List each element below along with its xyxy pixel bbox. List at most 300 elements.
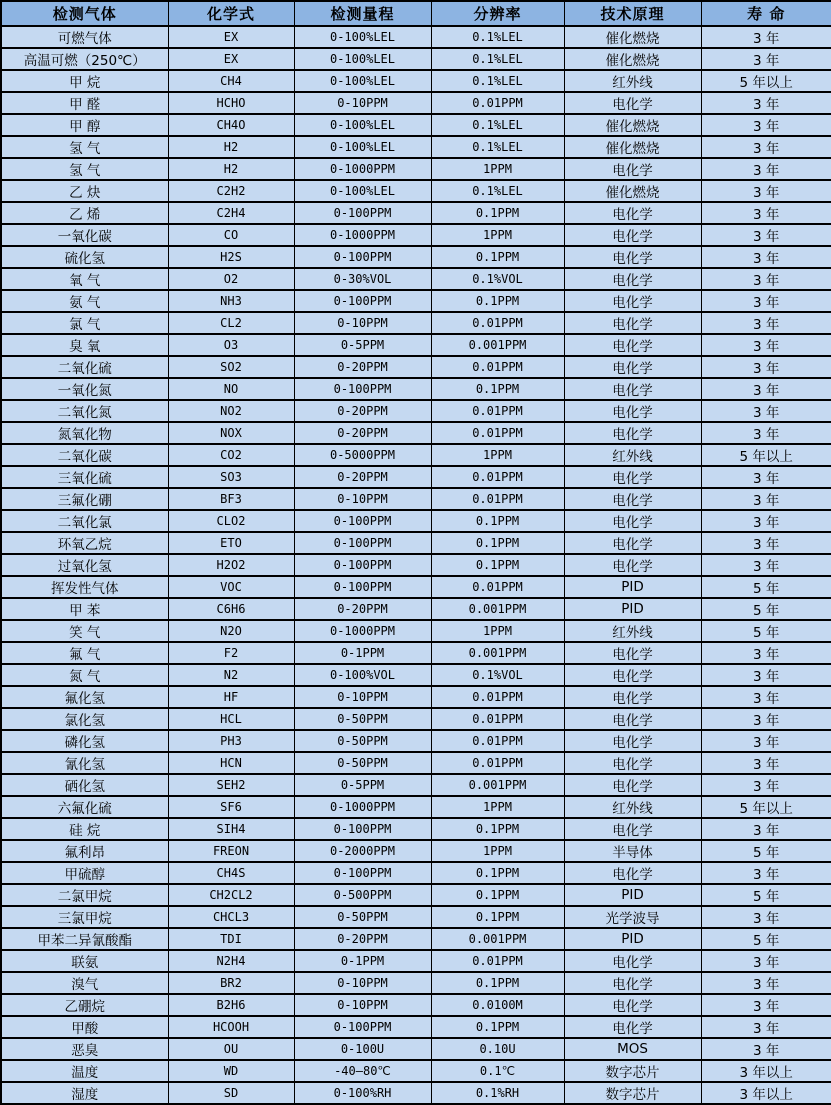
table-row — [1, 774, 831, 796]
gas-name-cell: 氮氧化物 — [1, 422, 168, 444]
cell: 5 年 — [701, 598, 831, 620]
table-row — [1, 378, 831, 400]
cell: 5 年 — [701, 928, 831, 950]
cell: 0.01PPM — [431, 356, 564, 378]
cell: 3 年 — [701, 48, 831, 70]
cell: 5 年以上 — [701, 70, 831, 92]
table-row — [1, 180, 831, 202]
cell: 0.1PPM — [431, 862, 564, 884]
cell: 电化学 — [564, 774, 701, 796]
table-body — [1, 26, 831, 1104]
cell: HCN — [168, 752, 294, 774]
cell: 光学波导 — [564, 906, 701, 928]
cell: 0.01PPM — [431, 950, 564, 972]
cell: PID — [564, 928, 701, 950]
header-cell: 分辨率 — [431, 1, 564, 26]
cell: 3 年 — [701, 994, 831, 1016]
cell: BR2 — [168, 972, 294, 994]
cell: CH4O — [168, 114, 294, 136]
cell: 0-1PPM — [294, 950, 431, 972]
table-row — [1, 70, 831, 92]
cell: 0-10PPM — [294, 686, 431, 708]
cell: 0-100%LEL — [294, 136, 431, 158]
cell: 0-1000PPM — [294, 224, 431, 246]
cell: 3 年 — [701, 92, 831, 114]
cell: HCOOH — [168, 1016, 294, 1038]
cell: MOS — [564, 1038, 701, 1060]
table-row — [1, 202, 831, 224]
table-row — [1, 972, 831, 994]
cell: 3 年 — [701, 400, 831, 422]
cell: 0.001PPM — [431, 598, 564, 620]
cell: 0-50PPM — [294, 752, 431, 774]
cell: 0.1%RH — [431, 1082, 564, 1104]
cell: WD — [168, 1060, 294, 1082]
cell: O3 — [168, 334, 294, 356]
cell: 电化学 — [564, 1016, 701, 1038]
cell: CH4 — [168, 70, 294, 92]
cell: 电化学 — [564, 972, 701, 994]
gas-name-cell: 溴气 — [1, 972, 168, 994]
cell: CH2CL2 — [168, 884, 294, 906]
cell: 0.01PPM — [431, 686, 564, 708]
cell: 0.1PPM — [431, 818, 564, 840]
cell: 电化学 — [564, 554, 701, 576]
gas-name-cell: 环氧乙烷 — [1, 532, 168, 554]
cell: 0.001PPM — [431, 334, 564, 356]
table-row — [1, 554, 831, 576]
cell: 0-100PPM — [294, 862, 431, 884]
cell: 3 年 — [701, 752, 831, 774]
cell: 0.0100M — [431, 994, 564, 1016]
cell: 0-1000PPM — [294, 620, 431, 642]
cell: 0.1%LEL — [431, 114, 564, 136]
gas-name-cell: 硒化氢 — [1, 774, 168, 796]
table-row — [1, 752, 831, 774]
cell: 0.1PPM — [431, 972, 564, 994]
cell: 电化学 — [564, 994, 701, 1016]
gas-name-cell: 挥发性气体 — [1, 576, 168, 598]
cell: 催化燃烧 — [564, 48, 701, 70]
cell: CO — [168, 224, 294, 246]
cell: 0.1%VOL — [431, 664, 564, 686]
gas-name-cell: 硫化氢 — [1, 246, 168, 268]
gas-name-cell: 甲硫醇 — [1, 862, 168, 884]
cell: NOX — [168, 422, 294, 444]
gas-name-cell: 氢 气 — [1, 158, 168, 180]
table-row — [1, 1038, 831, 1060]
cell: 0-100PPM — [294, 818, 431, 840]
cell: 0-1000PPM — [294, 796, 431, 818]
cell: 3 年 — [701, 158, 831, 180]
cell: 0-100%LEL — [294, 70, 431, 92]
cell: 0-100PPM — [294, 554, 431, 576]
cell: 3 年 — [701, 708, 831, 730]
cell: 3 年 — [701, 686, 831, 708]
cell: 0.1PPM — [431, 884, 564, 906]
table-row — [1, 796, 831, 818]
cell: 3 年 — [701, 664, 831, 686]
cell: 电化学 — [564, 642, 701, 664]
cell: 5 年 — [701, 840, 831, 862]
cell: 0.001PPM — [431, 928, 564, 950]
cell: 0.01PPM — [431, 708, 564, 730]
table-row — [1, 466, 831, 488]
cell: 催化燃烧 — [564, 114, 701, 136]
cell: 0.01PPM — [431, 466, 564, 488]
cell: 0.1PPM — [431, 906, 564, 928]
cell: 3 年 — [701, 114, 831, 136]
cell: 3 年 — [701, 554, 831, 576]
table-row — [1, 246, 831, 268]
cell: 0-100PPM — [294, 290, 431, 312]
cell: 5 年 — [701, 620, 831, 642]
cell: CLO2 — [168, 510, 294, 532]
table-row — [1, 598, 831, 620]
gas-name-cell: 三氧化硫 — [1, 466, 168, 488]
cell: ETO — [168, 532, 294, 554]
table-row — [1, 48, 831, 70]
table-row — [1, 1082, 831, 1104]
gas-name-cell: 臭 氧 — [1, 334, 168, 356]
gas-name-cell: 高温可燃（250℃） — [1, 48, 168, 70]
table-row — [1, 92, 831, 114]
cell: HF — [168, 686, 294, 708]
cell: 0-20PPM — [294, 400, 431, 422]
cell: 电化学 — [564, 400, 701, 422]
cell: 电化学 — [564, 466, 701, 488]
cell: 0.1PPM — [431, 246, 564, 268]
table-row — [1, 532, 831, 554]
cell: 0-10PPM — [294, 312, 431, 334]
table-row — [1, 400, 831, 422]
cell: 0-2000PPM — [294, 840, 431, 862]
cell: EX — [168, 48, 294, 70]
cell: 3 年 — [701, 818, 831, 840]
table-row — [1, 334, 831, 356]
cell: 0-100%LEL — [294, 180, 431, 202]
cell: 电化学 — [564, 752, 701, 774]
cell: 红外线 — [564, 620, 701, 642]
cell: 电化学 — [564, 246, 701, 268]
table-row — [1, 224, 831, 246]
cell: 3 年 — [701, 246, 831, 268]
cell: 0-100%RH — [294, 1082, 431, 1104]
gas-name-cell: 乙硼烷 — [1, 994, 168, 1016]
cell: B2H6 — [168, 994, 294, 1016]
cell: 0-100%LEL — [294, 48, 431, 70]
cell: 3 年 — [701, 26, 831, 48]
cell: 1PPM — [431, 620, 564, 642]
cell: 0.01PPM — [431, 422, 564, 444]
gas-name-cell: 甲苯二异氰酸酯 — [1, 928, 168, 950]
cell: 0.1PPM — [431, 378, 564, 400]
cell: 5 年 — [701, 576, 831, 598]
cell: 电化学 — [564, 862, 701, 884]
cell: 3 年 — [701, 202, 831, 224]
cell: 0-20PPM — [294, 928, 431, 950]
table-row — [1, 642, 831, 664]
table-row — [1, 730, 831, 752]
cell: SIH4 — [168, 818, 294, 840]
gas-name-cell: 甲酸 — [1, 1016, 168, 1038]
table-row — [1, 950, 831, 972]
cell: 0-100U — [294, 1038, 431, 1060]
cell: 0-10PPM — [294, 972, 431, 994]
cell: 0-20PPM — [294, 598, 431, 620]
cell: 数字芯片 — [564, 1082, 701, 1104]
table-row — [1, 818, 831, 840]
gas-name-cell: 六氟化硫 — [1, 796, 168, 818]
table-row — [1, 312, 831, 334]
cell: 电化学 — [564, 92, 701, 114]
cell: 催化燃烧 — [564, 180, 701, 202]
gas-name-cell: 三氟化硼 — [1, 488, 168, 510]
cell: 3 年 — [701, 950, 831, 972]
cell: 电化学 — [564, 532, 701, 554]
cell: 0.1PPM — [431, 510, 564, 532]
cell: 3 年 — [701, 466, 831, 488]
table-row — [1, 268, 831, 290]
cell: 3 年 — [701, 642, 831, 664]
cell: 3 年 — [701, 1038, 831, 1060]
cell: 0-100PPM — [294, 202, 431, 224]
cell: F2 — [168, 642, 294, 664]
cell: 3 年 — [701, 862, 831, 884]
cell: 3 年 — [701, 268, 831, 290]
cell: PID — [564, 884, 701, 906]
cell: N2 — [168, 664, 294, 686]
cell: 3 年 — [701, 510, 831, 532]
cell: 0.01PPM — [431, 730, 564, 752]
cell: 0-100%VOL — [294, 664, 431, 686]
cell: 0-20PPM — [294, 466, 431, 488]
gas-name-cell: 氯化氢 — [1, 708, 168, 730]
cell: 0.1%LEL — [431, 136, 564, 158]
table-row — [1, 422, 831, 444]
gas-name-cell: 甲 醇 — [1, 114, 168, 136]
cell: NH3 — [168, 290, 294, 312]
cell: 电化学 — [564, 224, 701, 246]
cell: 3 年 — [701, 224, 831, 246]
cell: 3 年 — [701, 422, 831, 444]
gas-name-cell: 三氯甲烷 — [1, 906, 168, 928]
table-row — [1, 686, 831, 708]
cell: 0.1PPM — [431, 1016, 564, 1038]
cell: 5 年以上 — [701, 796, 831, 818]
cell: PID — [564, 598, 701, 620]
gas-name-cell: 可燃气体 — [1, 26, 168, 48]
table-row — [1, 884, 831, 906]
gas-name-cell: 湿度 — [1, 1082, 168, 1104]
cell: HCL — [168, 708, 294, 730]
table-row — [1, 620, 831, 642]
cell: SD — [168, 1082, 294, 1104]
cell: 0-100PPM — [294, 378, 431, 400]
cell: 3 年 — [701, 378, 831, 400]
cell: SO3 — [168, 466, 294, 488]
cell: 3 年 — [701, 290, 831, 312]
cell: 数字芯片 — [564, 1060, 701, 1082]
table-row — [1, 488, 831, 510]
cell: 3 年 — [701, 312, 831, 334]
cell: 0-20PPM — [294, 422, 431, 444]
cell: 电化学 — [564, 378, 701, 400]
cell: TDI — [168, 928, 294, 950]
cell: 0-1000PPM — [294, 158, 431, 180]
gas-name-cell: 硅 烷 — [1, 818, 168, 840]
cell: SF6 — [168, 796, 294, 818]
cell: 0-100PPM — [294, 1016, 431, 1038]
cell: 0-20PPM — [294, 356, 431, 378]
cell: N2H4 — [168, 950, 294, 972]
header-cell: 化学式 — [168, 1, 294, 26]
gas-name-cell: 乙 烯 — [1, 202, 168, 224]
header-cell: 寿 命 — [701, 1, 831, 26]
cell: 0.1%LEL — [431, 180, 564, 202]
cell: 0-100PPM — [294, 576, 431, 598]
table-row — [1, 158, 831, 180]
cell: 3 年 — [701, 730, 831, 752]
cell: 0-100PPM — [294, 532, 431, 554]
cell: 红外线 — [564, 444, 701, 466]
table-row — [1, 136, 831, 158]
cell: C6H6 — [168, 598, 294, 620]
cell: 0.1%LEL — [431, 48, 564, 70]
cell: 电化学 — [564, 422, 701, 444]
cell: 0.001PPM — [431, 642, 564, 664]
table-row — [1, 928, 831, 950]
cell: 0-10PPM — [294, 92, 431, 114]
gas-name-cell: 氟化氢 — [1, 686, 168, 708]
gas-name-cell: 二氧化氯 — [1, 510, 168, 532]
cell: 0-500PPM — [294, 884, 431, 906]
header-cell: 技术原理 — [564, 1, 701, 26]
cell: 0-1PPM — [294, 642, 431, 664]
header-cell: 检测气体 — [1, 1, 168, 26]
cell: 电化学 — [564, 664, 701, 686]
cell: 0.1PPM — [431, 290, 564, 312]
cell: 0.01PPM — [431, 576, 564, 598]
cell: SO2 — [168, 356, 294, 378]
cell: 0.1PPM — [431, 202, 564, 224]
gas-name-cell: 二氧化氮 — [1, 400, 168, 422]
table-row — [1, 664, 831, 686]
gas-name-cell: 甲 苯 — [1, 598, 168, 620]
cell: H2 — [168, 158, 294, 180]
cell: 电化学 — [564, 356, 701, 378]
cell: 电化学 — [564, 488, 701, 510]
table-row — [1, 994, 831, 1016]
cell: 电化学 — [564, 730, 701, 752]
cell: 电化学 — [564, 312, 701, 334]
gas-name-cell: 联氨 — [1, 950, 168, 972]
cell: 半导体 — [564, 840, 701, 862]
cell: 催化燃烧 — [564, 136, 701, 158]
cell: NO — [168, 378, 294, 400]
cell: 0-50PPM — [294, 708, 431, 730]
cell: PH3 — [168, 730, 294, 752]
gas-name-cell: 乙 炔 — [1, 180, 168, 202]
gas-name-cell: 氰化氢 — [1, 752, 168, 774]
cell: 0-5000PPM — [294, 444, 431, 466]
cell: C2H4 — [168, 202, 294, 224]
cell: 3 年 — [701, 972, 831, 994]
cell: 5 年 — [701, 884, 831, 906]
table-row — [1, 26, 831, 48]
gas-name-cell: 氮 气 — [1, 664, 168, 686]
cell: OU — [168, 1038, 294, 1060]
table-row — [1, 1060, 831, 1082]
cell: 0.1%LEL — [431, 70, 564, 92]
cell: 3 年 — [701, 1016, 831, 1038]
cell: 0-50PPM — [294, 906, 431, 928]
table-row — [1, 444, 831, 466]
cell: 1PPM — [431, 444, 564, 466]
cell: 0-100PPM — [294, 246, 431, 268]
gas-name-cell: 二氧化碳 — [1, 444, 168, 466]
gas-name-cell: 二氧化硫 — [1, 356, 168, 378]
cell: 催化燃烧 — [564, 26, 701, 48]
cell: 1PPM — [431, 796, 564, 818]
table-header — [1, 1, 831, 26]
gas-name-cell: 氟利昂 — [1, 840, 168, 862]
cell: 3 年 — [701, 180, 831, 202]
cell: 3 年 — [701, 774, 831, 796]
table-row — [1, 906, 831, 928]
gas-name-cell: 甲 烷 — [1, 70, 168, 92]
header-cell: 检测量程 — [294, 1, 431, 26]
table-row — [1, 114, 831, 136]
cell: H2O2 — [168, 554, 294, 576]
cell: 0-10PPM — [294, 488, 431, 510]
cell: 1PPM — [431, 840, 564, 862]
gas-name-cell: 恶臭 — [1, 1038, 168, 1060]
cell: 3 年以上 — [701, 1060, 831, 1082]
cell: FREON — [168, 840, 294, 862]
table-row — [1, 1016, 831, 1038]
cell: 0.01PPM — [431, 312, 564, 334]
cell: 0.1℃ — [431, 1060, 564, 1082]
cell: 0.001PPM — [431, 774, 564, 796]
cell: 电化学 — [564, 510, 701, 532]
cell: PID — [564, 576, 701, 598]
cell: 3 年以上 — [701, 1082, 831, 1104]
cell: 红外线 — [564, 796, 701, 818]
table-row — [1, 576, 831, 598]
gas-name-cell: 氧 气 — [1, 268, 168, 290]
cell: 0.01PPM — [431, 752, 564, 774]
cell: CH4S — [168, 862, 294, 884]
cell: 0.1%VOL — [431, 268, 564, 290]
cell: 电化学 — [564, 202, 701, 224]
cell: 电化学 — [564, 950, 701, 972]
cell: 0-100PPM — [294, 510, 431, 532]
cell: 0.1PPM — [431, 532, 564, 554]
cell: 电化学 — [564, 158, 701, 180]
cell: 3 年 — [701, 532, 831, 554]
cell: VOC — [168, 576, 294, 598]
cell: 0-10PPM — [294, 994, 431, 1016]
cell: 电化学 — [564, 334, 701, 356]
cell: 0.10U — [431, 1038, 564, 1060]
cell: 0-100%LEL — [294, 114, 431, 136]
cell: H2 — [168, 136, 294, 158]
cell: EX — [168, 26, 294, 48]
cell: 0.01PPM — [431, 400, 564, 422]
cell: 0.01PPM — [431, 488, 564, 510]
cell: HCHO — [168, 92, 294, 114]
